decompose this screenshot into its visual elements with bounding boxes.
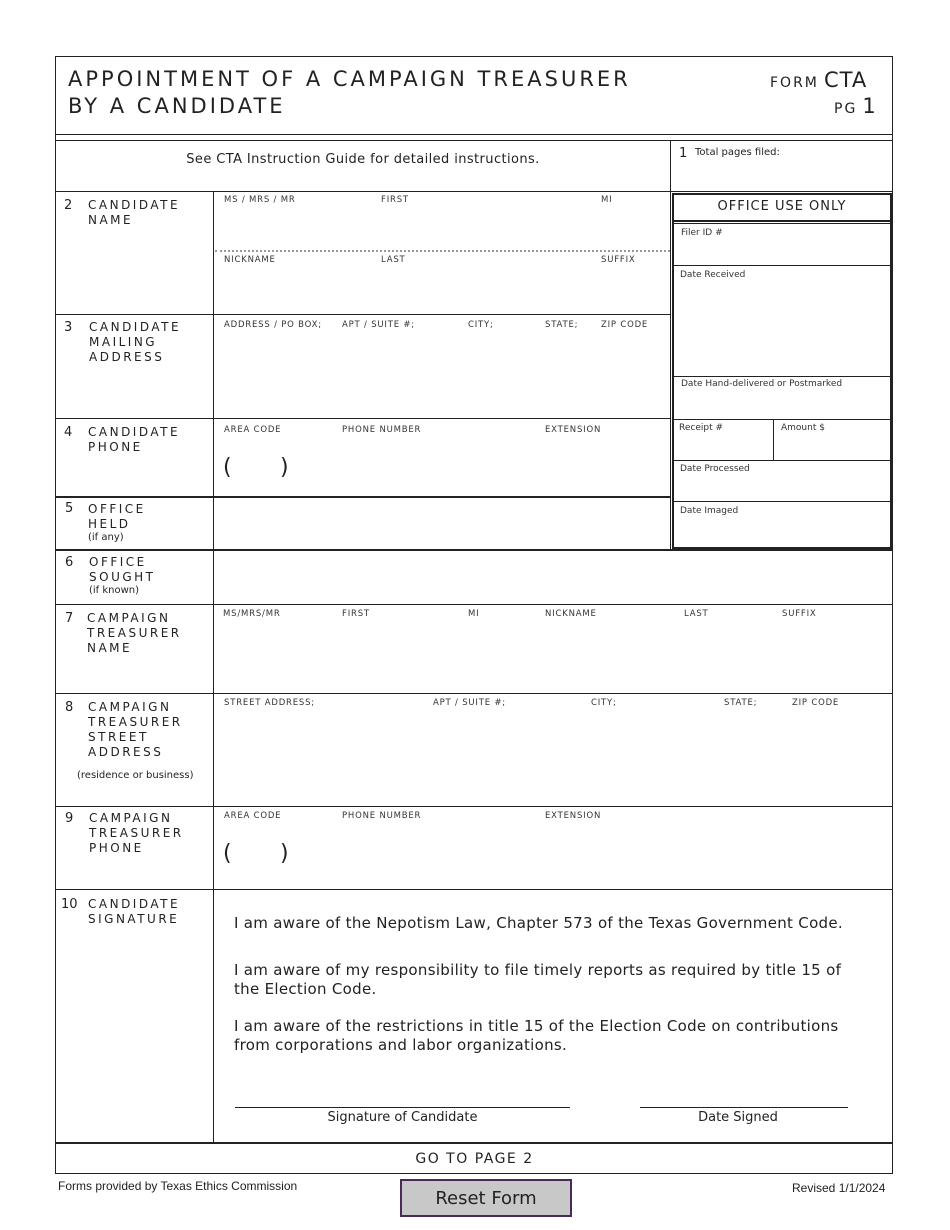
row-divider-2 [56,314,670,315]
reports-statement [234,961,841,999]
section-3-number: 3 [64,320,73,335]
treasurer-name-input[interactable] [220,625,889,689]
revised-date: Revised 1/1/2024 [792,1181,886,1195]
office-column-divider [670,140,671,550]
office-title-divider [672,220,892,222]
total-pages-number: 1 [679,146,688,161]
form-code: CTA [823,68,868,92]
header-divider [56,134,893,135]
section-4-label-line2: PHONE [88,440,143,454]
candidate-city-label: CITY; [468,320,494,330]
candidate-area-code-paren-open: ( [223,455,232,480]
page-number: 1 [862,94,877,118]
office-divider-1 [672,265,892,266]
total-pages-input[interactable] [695,163,889,189]
office-use-box [672,193,892,549]
name-dotted-divider [215,250,670,252]
label-column-divider-bottom [213,550,214,1143]
form-title-line2: BY A CANDIDATE [68,94,286,118]
row-divider-6 [56,604,893,605]
section-9-label [89,811,184,856]
treasurer-extension-label: EXTENSION [545,811,602,821]
office-sought-input[interactable] [220,556,889,602]
treasurer-area-code-label: AREA CODE [224,811,282,821]
section-8-label-line2: TREASURER [88,715,183,729]
candidate-mi-input[interactable] [598,210,670,248]
office-divider-4 [672,460,892,461]
section-10-label-line1: CANDIDATE [88,897,181,911]
office-title-divider-2 [672,223,892,224]
row-divider-7 [56,693,893,694]
row-divider-9 [56,889,893,890]
treasurer-state-label: STATE; [724,698,758,708]
row-divider-4 [56,496,670,498]
treasurer-mi-label: MI [468,609,480,619]
treasurer-phone-number-label: PHONE NUMBER [342,811,422,821]
date-signed-label: Date Signed [698,1110,778,1125]
row-divider-5 [56,549,893,551]
date-received-label: Date Received [680,270,746,280]
section-3-label-line3: ADDRESS [89,350,165,364]
header-divider-2 [56,140,893,141]
treasurer-extension-input[interactable] [543,842,667,874]
section-4-number: 4 [64,425,73,440]
section-9-label-line2: TREASURER [89,826,184,840]
section-4-label [88,425,180,455]
total-pages-label: Total pages filed: [695,147,780,158]
date-processed-label: Date Processed [680,464,750,474]
section-6-label [89,555,156,585]
candidate-last-input[interactable] [378,270,597,312]
candidate-extension-input[interactable] [543,456,667,488]
go-to-page-2: GO TO PAGE 2 [415,1151,534,1167]
office-divider-3 [672,419,892,420]
candidate-prefix-label: MS / MRS / MR [224,195,296,205]
section-3-label-line1: CANDIDATE [89,320,182,334]
candidate-zip-label: ZIP CODE [601,320,649,330]
office-divider-5 [672,501,892,502]
signature-input[interactable] [235,1075,574,1107]
section-9-label-line1: CAMPAIGN [89,811,173,825]
nepotism-statement: I am aware of the Nepotism Law, Chapter 573 of the Texas Government Code. [234,914,843,932]
page-number-block [834,94,877,118]
treasurer-last-label: LAST [684,609,709,619]
section-5-label-line1: OFFICE [88,502,146,516]
section-7-label-line1: CAMPAIGN [87,611,171,625]
row-divider-1 [56,191,893,192]
section-3-label-line2: MAILING [89,335,158,349]
treasurer-apt-label: APT / SUITE #; [433,698,506,708]
form-title-line1: APPOINTMENT OF A CAMPAIGN TREASURER [68,67,631,91]
section-9-label-line3: PHONE [89,841,144,855]
signature-line [235,1107,570,1108]
section-5-label [88,502,146,532]
section-7-number: 7 [65,611,74,626]
candidate-area-code-label: AREA CODE [224,425,282,435]
section-3-label [89,320,181,365]
section-8-sublabel: (residence or business) [77,770,194,781]
reports-statement-line1: I am aware of my responsibility to file timely reports as required by title 15 of [234,961,842,979]
treasurer-zip-label: ZIP CODE [792,698,840,708]
section-5-sublabel: (if any) [88,532,124,543]
candidate-first-label: FIRST [381,195,409,205]
treasurer-phone-input[interactable] [340,842,539,874]
treasurer-street-label: STREET ADDRESS; [224,698,315,708]
section-10-number: 10 [61,897,78,912]
candidate-address-label: ADDRESS / PO BOX; [224,320,322,330]
section-6-number: 6 [65,555,74,570]
date-signed-line [640,1107,848,1108]
receipt-label: Receipt # [679,423,724,433]
contributions-statement [234,1017,839,1055]
section-10-label [88,897,180,927]
receipt-amount-divider [773,419,774,460]
section-6-label-line1: OFFICE [89,555,147,569]
amount-label: Amount $ [781,423,825,433]
section-5-number: 5 [65,501,74,516]
filer-id-label: Filer ID # [681,228,723,238]
section-7-label-line2: TREASURER [87,626,182,640]
treasurer-area-code-paren-close: ) [280,841,289,866]
page-label: PG [834,101,858,117]
candidate-nickname-input[interactable] [220,270,374,312]
section-2-label-line2: NAME [88,213,134,227]
section-2-label [88,198,180,228]
section-7-label [87,611,182,656]
row-divider-8 [56,806,893,807]
office-divider-2 [672,376,892,377]
candidate-nickname-label: NICKNAME [224,255,276,265]
treasurer-suffix-label: SUFFIX [782,609,817,619]
section-8-label-line4: ADDRESS [88,745,164,759]
candidate-address-input[interactable] [220,336,669,414]
candidate-area-code-paren-close: ) [280,455,289,480]
candidate-mi-label: MI [601,195,613,205]
office-use-title: OFFICE USE ONLY [717,199,847,214]
date-imaged-label: Date Imaged [680,506,739,516]
candidate-suffix-input[interactable] [598,270,670,312]
candidate-last-label: LAST [381,255,406,265]
section-8-label [88,700,183,760]
section-9-number: 9 [65,811,74,826]
candidate-area-code-input[interactable] [236,456,280,488]
candidate-phone-number-label: PHONE NUMBER [342,425,422,435]
row-divider-10 [56,1142,893,1144]
section-6-sublabel: (if known) [89,585,140,596]
contributions-statement-line2: from corporations and labor organizations. [234,1036,568,1054]
section-6-label-line2: SOUGHT [89,570,156,584]
treasurer-address-input[interactable] [220,714,889,802]
treasurer-nickname-label: NICKNAME [545,609,597,619]
provided-by-text: Forms provided by Texas Ethics Commission [58,1179,298,1193]
row-divider-3 [56,418,670,419]
candidate-extension-label: EXTENSION [545,425,602,435]
candidate-suffix-label: SUFFIX [601,255,636,265]
section-4-label-line1: CANDIDATE [88,425,181,439]
form-code-block [770,68,867,92]
signature-label: Signature of Candidate [327,1110,478,1125]
candidate-prefix-input[interactable] [220,210,374,248]
candidate-phone-input[interactable] [340,456,539,488]
treasurer-area-code-input[interactable] [236,842,280,874]
section-8-label-line3: STREET [88,730,149,744]
date-signed-input[interactable] [640,1075,852,1107]
treasurer-city-label: CITY; [591,698,617,708]
contributions-statement-line1: I am aware of the restrictions in title 15 of the Election Code on contributions [234,1017,839,1035]
candidate-apt-label: APT / SUITE #; [342,320,415,330]
section-10-label-line2: SIGNATURE [88,912,180,926]
treasurer-prefix-label: MS/MRS/MR [223,609,281,619]
section-8-label-line1: CAMPAIGN [88,700,172,714]
section-7-label-line3: NAME [87,641,133,655]
instructions-text: See CTA Instruction Guide for detailed instructions. [186,152,540,167]
reset-form-button[interactable]: Reset Form [400,1179,572,1217]
section-8-number: 8 [65,700,74,715]
office-held-input[interactable] [220,503,669,547]
section-5-label-line2: HELD [88,517,131,531]
section-2-label-line1: CANDIDATE [88,198,181,212]
date-hand-delivered-label: Date Hand-delivered or Postmarked [681,379,843,389]
form-label: FORM [770,75,819,91]
candidate-first-input[interactable] [378,210,597,248]
treasurer-first-label: FIRST [342,609,370,619]
treasurer-area-code-paren-open: ( [223,841,232,866]
section-2-number: 2 [64,198,73,213]
reports-statement-line2: the Election Code. [234,980,377,998]
candidate-state-label: STATE; [545,320,579,330]
